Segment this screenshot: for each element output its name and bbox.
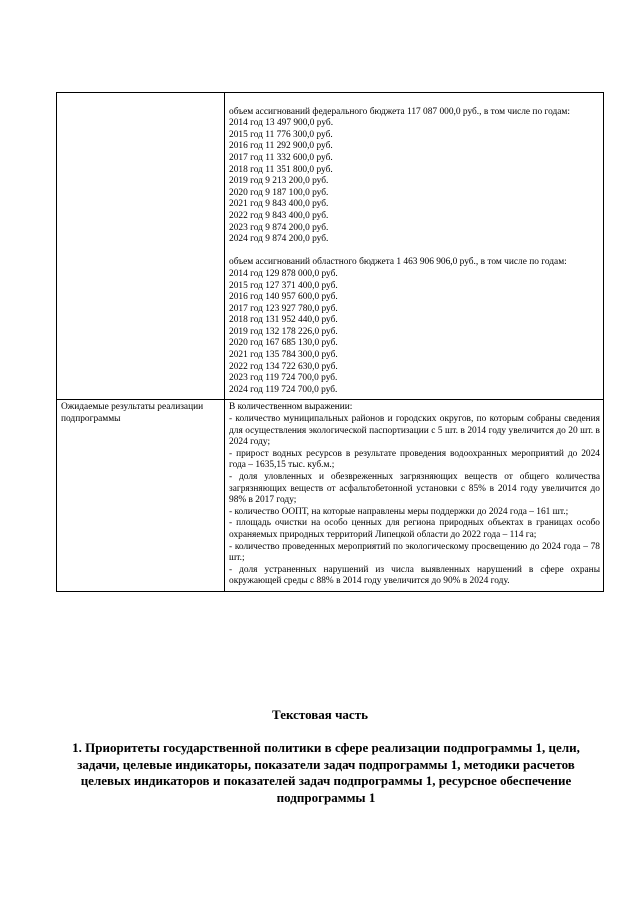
regional-year-line: 2021 год 135 784 300,0 руб.: [229, 350, 338, 361]
section-heading: 1. Приоритеты государственной политики в сфере реализации подпрограммы 1, цели, задачи, целевые индикаторы, показатели задач подпрограммы 1, методики расчетов целевых индикаторов и показателей задач подпрограммы 1, ресурсное обеспечение подпрограммы 1: [72, 740, 580, 805]
result-item: - доля уловленных и обезвреженных загрязняющих веществ от общего количества загрязняющих веществ от асфальтобетонной установки с 85% в 2014 году увеличится до 98% в 2017 году;: [229, 472, 600, 506]
federal-year-line: 2024 год 9 874 200,0 руб.: [229, 234, 329, 245]
program-passport-table: [56, 92, 604, 592]
regional-year-line: 2015 год 127 371 400,0 руб.: [229, 280, 338, 291]
results-row: [57, 400, 604, 592]
results-intro: В количественном выражении:: [229, 402, 353, 413]
regional-year-line: 2019 год 132 178 226,0 руб.: [229, 326, 338, 337]
regional-year-line: 2022 год 134 722 630,0 руб.: [229, 361, 338, 372]
regional-year-line: 2023 год 119 724 700,0 руб.: [229, 373, 338, 384]
section-title: Текстовая часть: [272, 707, 368, 722]
federal-year-line: 2021 год 9 843 400,0 руб.: [229, 199, 329, 210]
federal-year-line: 2022 год 9 843 400,0 руб.: [229, 210, 329, 221]
regional-year-line: 2020 год 167 685 130,0 руб.: [229, 338, 338, 349]
federal-year-line: 2017 год 11 332 600,0 руб.: [229, 152, 333, 163]
regional-year-line: 2024 год 119 724 700,0 руб.: [229, 384, 338, 395]
result-item: - количество ООПТ, на которые направлены меры поддержки до 2024 года – 161 шт.;: [229, 506, 569, 517]
regional-budget-years: [229, 269, 600, 397]
result-item: - площадь очистки на особо ценных для региона природных объектах в границах особо охраняемых природных территорий Липецкой области до 2022 года – 114 га;: [229, 518, 600, 540]
result-item: - количество проведенных мероприятий по экологическому просвещению до 2024 года – 78 шт.;: [229, 541, 600, 564]
result-item: - доля устраненных нарушений из числа выявленных нарушений в сфере охраны окружающей среды с 88% в 2014 году увеличится до 90% в 2024 году.: [229, 564, 600, 587]
federal-year-line: 2019 год 9 213 200,0 руб.: [229, 176, 329, 187]
result-item: - прирост водных ресурсов в результате проведения водоохранных мероприятий до 2024 года – 1635,15 тыс. куб.м.;: [229, 448, 600, 471]
regional-year-line: 2016 год 140 957 600,0 руб.: [229, 292, 338, 303]
results-value-cell: [225, 400, 604, 592]
federal-year-line: 2016 год 11 292 900,0 руб.: [229, 141, 333, 152]
funding-label-cell: [57, 93, 225, 400]
funding-value-cell: [225, 93, 604, 400]
federal-year-line: 2023 год 9 874 200,0 руб.: [229, 222, 329, 233]
regional-year-line: 2014 год 129 878 000,0 руб.: [229, 268, 338, 279]
federal-year-line: 2014 год 13 497 900,0 руб.: [229, 118, 334, 129]
regional-year-line: 2017 год 123 927 780,0 руб.: [229, 303, 338, 314]
federal-year-line: 2018 год 11 351 800,0 руб.: [229, 164, 333, 175]
funding-row: [57, 93, 604, 400]
federal-budget-years: [229, 118, 600, 246]
federal-year-line: 2020 год 9 187 100,0 руб.: [229, 187, 329, 198]
result-item: - количество муниципальных районов и городских округов, по которым собраны сведения для осуществления экологической паспортизации с 5 шт. в 2014 году увеличится до 20 шт. в 2024 году;: [229, 414, 600, 448]
results-label-cell: Ожидаемые результаты реализации подпрограммы: [57, 400, 225, 592]
regional-year-line: 2018 год 131 952 440,0 руб.: [229, 315, 338, 326]
regional-budget-intro: объем ассигнований областного бюджета 1 463 906 906,0 руб., в том числе по годам:: [229, 257, 567, 268]
federal-budget-intro: объем ассигнований федерального бюджета 117 087 000,0 руб., в том числе по годам:: [229, 106, 570, 117]
federal-year-line: 2015 год 11 776 300,0 руб.: [229, 129, 333, 140]
